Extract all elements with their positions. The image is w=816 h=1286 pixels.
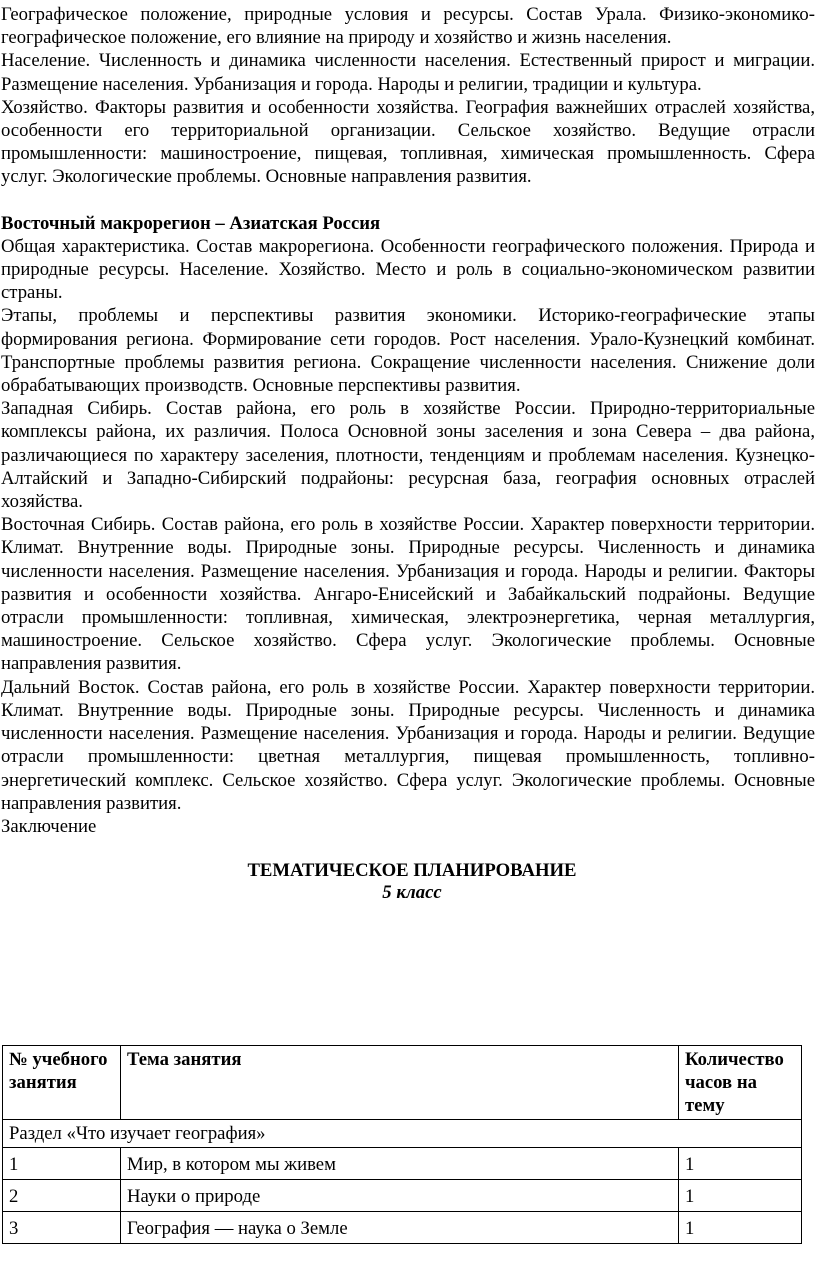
cell-number: 1 [3,1148,121,1180]
paragraph: Общая характеристика. Состав макрорегиона. Особенности географического положения. Природа и природные ресурсы. Население. Хозяйство. Место и роль в социально-экономическом развитии страны. [1,235,815,304]
table-row [3,1180,802,1212]
cell-topic: Науки о природе [121,1180,679,1212]
cell-topic: География — наука о Земле [121,1212,679,1244]
header-lesson-number: № учебного занятия [3,1046,121,1120]
table-row [3,1212,802,1244]
cell-topic: Мир, в котором мы живем [121,1148,679,1180]
spacer [1,189,815,212]
header-hours: Количество часов на тему [679,1046,802,1120]
planning-table [2,1045,802,1244]
section-label: Раздел «Что изучает география» [3,1120,802,1148]
header-topic: Тема занятия [121,1046,679,1120]
paragraph: Дальний Восток. Состав района, его роль в хозяйстве России. Характер поверхности территории. Климат. Внутренние воды. Природные зоны. Природные ресурсы. Численность и динамика численности населения. Размещение населения. Урбанизация и города. Народы и религии. Ведущие отрасли промышленности: цветная металлургия, пищевая промышленность, топливно-энергетический комплекс. Сельское хозяйство. Сфера услуг. Экологические проблемы. Основные направления развития. [1,676,815,814]
plan-subtitle: 5 класс [382,882,442,904]
table-section-row [3,1120,802,1148]
text-block-asian-russia [1,235,815,838]
section-heading: Восточный макрорегион – Азиатская Россия [1,212,381,234]
cell-hours: 1 [679,1212,802,1244]
plan-title-block [1,860,815,903]
cell-hours: 1 [679,1148,802,1180]
table-row [3,1148,802,1180]
paragraph: Население. Численность и динамика численности населения. Естественный прирост и миграции. Размещение населения. Урбанизация и города. Народы и религии, традиции и культура. [1,50,815,95]
paragraph: Этапы, проблемы и перспективы развития экономики. Историко-географические этапы формирования региона. Формирование сети городов. Рост населения. Урало-Кузнецкий комбинат. Транспортные проблемы развития региона. Сокращение численности населения. Снижение доли обрабатывающих производств. Основные перспективы развития. [1,305,815,397]
table-header-row [3,1046,802,1120]
paragraph: Восточная Сибирь. Состав района, его роль в хозяйстве России. Характер поверхности территории. Климат. Внутренние воды. Природные зоны. Природные ресурсы. Численность и динамика численности населения. Размещение населения. Урбанизация и города. Народы и религии. Факторы развития и особенности хозяйства. Ангаро-Енисейский и Забайкальский подрайоны. Ведущие отрасли промышленности: топливная, химическая, электроэнергетика, черная металлургия, машиностроение. Сельское хозяйство. Сфера услуг. Экологические проблемы. Основные направления развития. [1,514,815,675]
paragraph: Хозяйство. Факторы развития и особенности хозяйства. География важнейших отраслей хозяйства, особенности его территориальной организации. Сельское хозяйство. Ведущие отрасли промышленности: машиностроение, пищевая, топливная, химическая промышленность. Сфера услуг. Экологические проблемы. Основные направления развития. [1,96,815,188]
plan-title: ТЕМАТИЧЕСКОЕ ПЛАНИРОВАНИЕ [247,860,577,882]
text-block-ural [1,3,815,189]
cell-hours: 1 [679,1180,802,1212]
cell-number: 3 [3,1212,121,1244]
paragraph-conclusion: Заключение [1,815,97,837]
paragraph: Западная Сибирь. Состав района, его роль в хозяйстве России. Природно-территориальные комплексы района, их различия. Полоса Основной зоны заселения и зона Севера – два района, различающиеся по характеру заселения, плотности, тенденциям и проблемам населения. Кузнецко-Алтайский и Западно-Сибирский подрайоны: ресурсная база, география основных отраслей хозяйства. [1,398,815,513]
paragraph: Географическое положение, природные условия и ресурсы. Состав Урала. Физико-экономико-географическое положение, его влияние на природу и хозяйство и жизнь населения. [1,4,815,49]
cell-number: 2 [3,1180,121,1212]
